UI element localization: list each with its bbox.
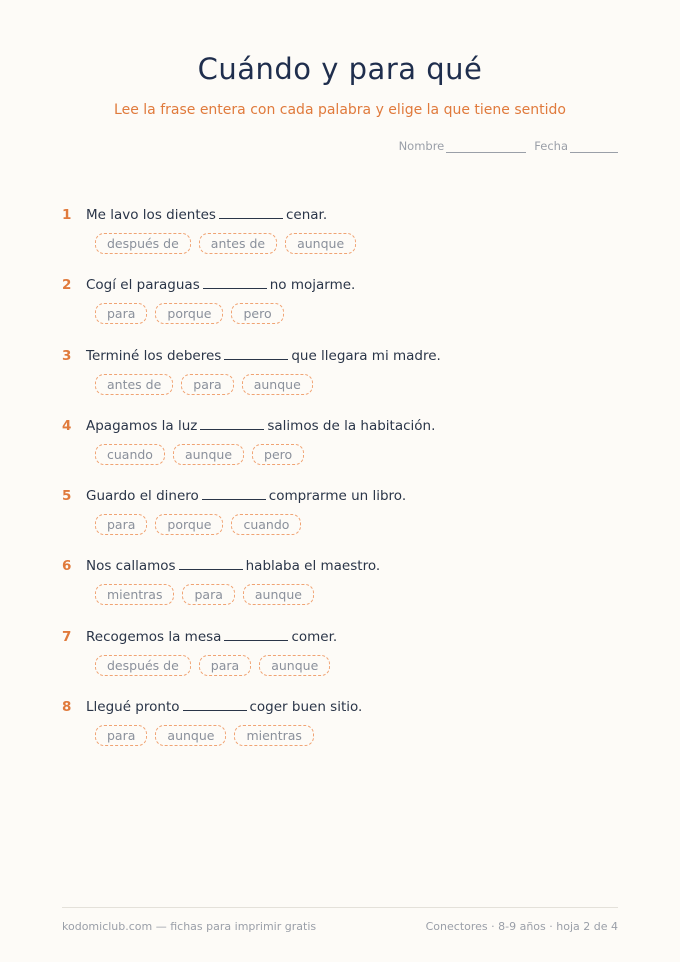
student-info [399,139,618,153]
answer-options [95,584,618,605]
option-chip[interactable]: cuando [231,514,301,535]
option-chip[interactable]: después de [95,233,191,254]
date-blank[interactable] [570,141,618,153]
page-title: Cuándo y para qué [197,52,483,86]
question-number: 6 [62,558,72,575]
question-number: 5 [62,488,72,505]
question-number: 7 [62,628,72,645]
question-sentence [62,206,618,224]
option-chip[interactable]: para [95,514,147,535]
option-chip[interactable]: aunque [242,374,313,395]
option-chip[interactable]: porque [155,514,223,535]
option-chip[interactable]: para [181,374,233,395]
date-field[interactable] [534,139,618,153]
question-item [62,698,618,768]
sentence-end: que llegara mi madre. [291,347,441,364]
option-chip[interactable]: pero [252,444,304,465]
name-field[interactable] [399,139,527,153]
option-chip[interactable]: mientras [234,725,313,746]
option-chip[interactable]: para [199,655,251,676]
question-item [62,206,618,276]
answer-options [95,233,618,254]
question-item [62,487,618,557]
answer-options [95,303,618,324]
answer-blank[interactable] [203,277,267,289]
page-subtitle: Lee la frase entera con cada palabra y elige la que tiene sentido [114,102,566,118]
sentence-start: Me lavo los dientes [86,207,216,223]
footer [62,920,618,933]
answer-blank[interactable] [200,418,264,430]
question-sentence [62,417,618,435]
sentence-end: comprarme un libro. [268,488,407,505]
option-chip[interactable]: aunque [243,584,314,605]
answer-options [95,374,618,395]
answer-blank[interactable] [202,488,266,500]
option-chip[interactable]: porque [155,303,223,324]
question-number: 4 [62,417,72,434]
question-sentence [62,487,618,505]
question-item [62,417,618,487]
option-chip[interactable]: antes de [95,374,173,395]
answer-blank[interactable] [224,629,288,641]
question-number: 2 [62,277,72,294]
question-item [62,347,618,417]
option-chip[interactable]: aunque [285,233,356,254]
option-chip[interactable]: pero [231,303,283,324]
sentence-start: Llegué pronto [86,699,180,716]
name-blank[interactable] [446,141,526,153]
question-sentence [62,276,618,294]
answer-options [95,514,618,535]
sentence-end: hablaba el maestro. [245,558,381,575]
sentence-end: coger buen sitio. [249,699,363,716]
sentence-start: Terminé los deberes [86,347,222,364]
answer-options [95,444,618,465]
answer-blank[interactable] [183,699,247,711]
answer-blank[interactable] [219,207,283,219]
question-number: 3 [62,347,72,364]
option-chip[interactable]: aunque [259,655,330,676]
option-chip[interactable]: para [95,303,147,324]
sentence-end: no mojarme. [269,277,356,294]
question-sentence [62,628,618,646]
option-chip[interactable]: para [182,584,234,605]
sentence-end: comer. [291,628,338,645]
footer-site: kodomiclub.com — fichas para imprimir gratis [62,920,317,933]
sentence-start: Nos callamos [86,558,176,575]
option-chip[interactable]: mientras [95,584,174,605]
footer-sheet-info: Conectores · 8-9 años · hoja 2 de 4 [425,920,618,933]
answer-blank[interactable] [224,348,288,360]
question-number: 1 [62,207,72,223]
option-chip[interactable]: aunque [155,725,226,746]
answer-blank[interactable] [179,558,243,570]
sentence-start: Guardo el dinero [86,488,199,505]
question-item [62,276,618,346]
question-sentence [62,557,618,575]
sentence-start: Cogí el paraguas [86,277,200,294]
option-chip[interactable]: antes de [199,233,277,254]
question-list [62,206,618,768]
question-number: 8 [62,699,72,716]
option-chip[interactable]: para [95,725,147,746]
sentence-start: Recogemos la mesa [86,628,222,645]
question-item [62,628,618,698]
date-label: Fecha [534,139,568,153]
name-label: Nombre [398,139,445,153]
sentence-start: Apagamos la luz [86,417,198,434]
answer-options [95,655,618,676]
question-item [62,557,618,627]
answer-options [95,725,618,746]
option-chip[interactable]: después de [95,655,191,676]
question-sentence [62,347,618,365]
option-chip[interactable]: cuando [95,444,165,465]
footer-divider [62,907,618,908]
sentence-end: salimos de la habitación. [267,417,436,434]
question-sentence [62,698,618,716]
option-chip[interactable]: aunque [173,444,244,465]
sentence-end: cenar. [285,207,328,223]
